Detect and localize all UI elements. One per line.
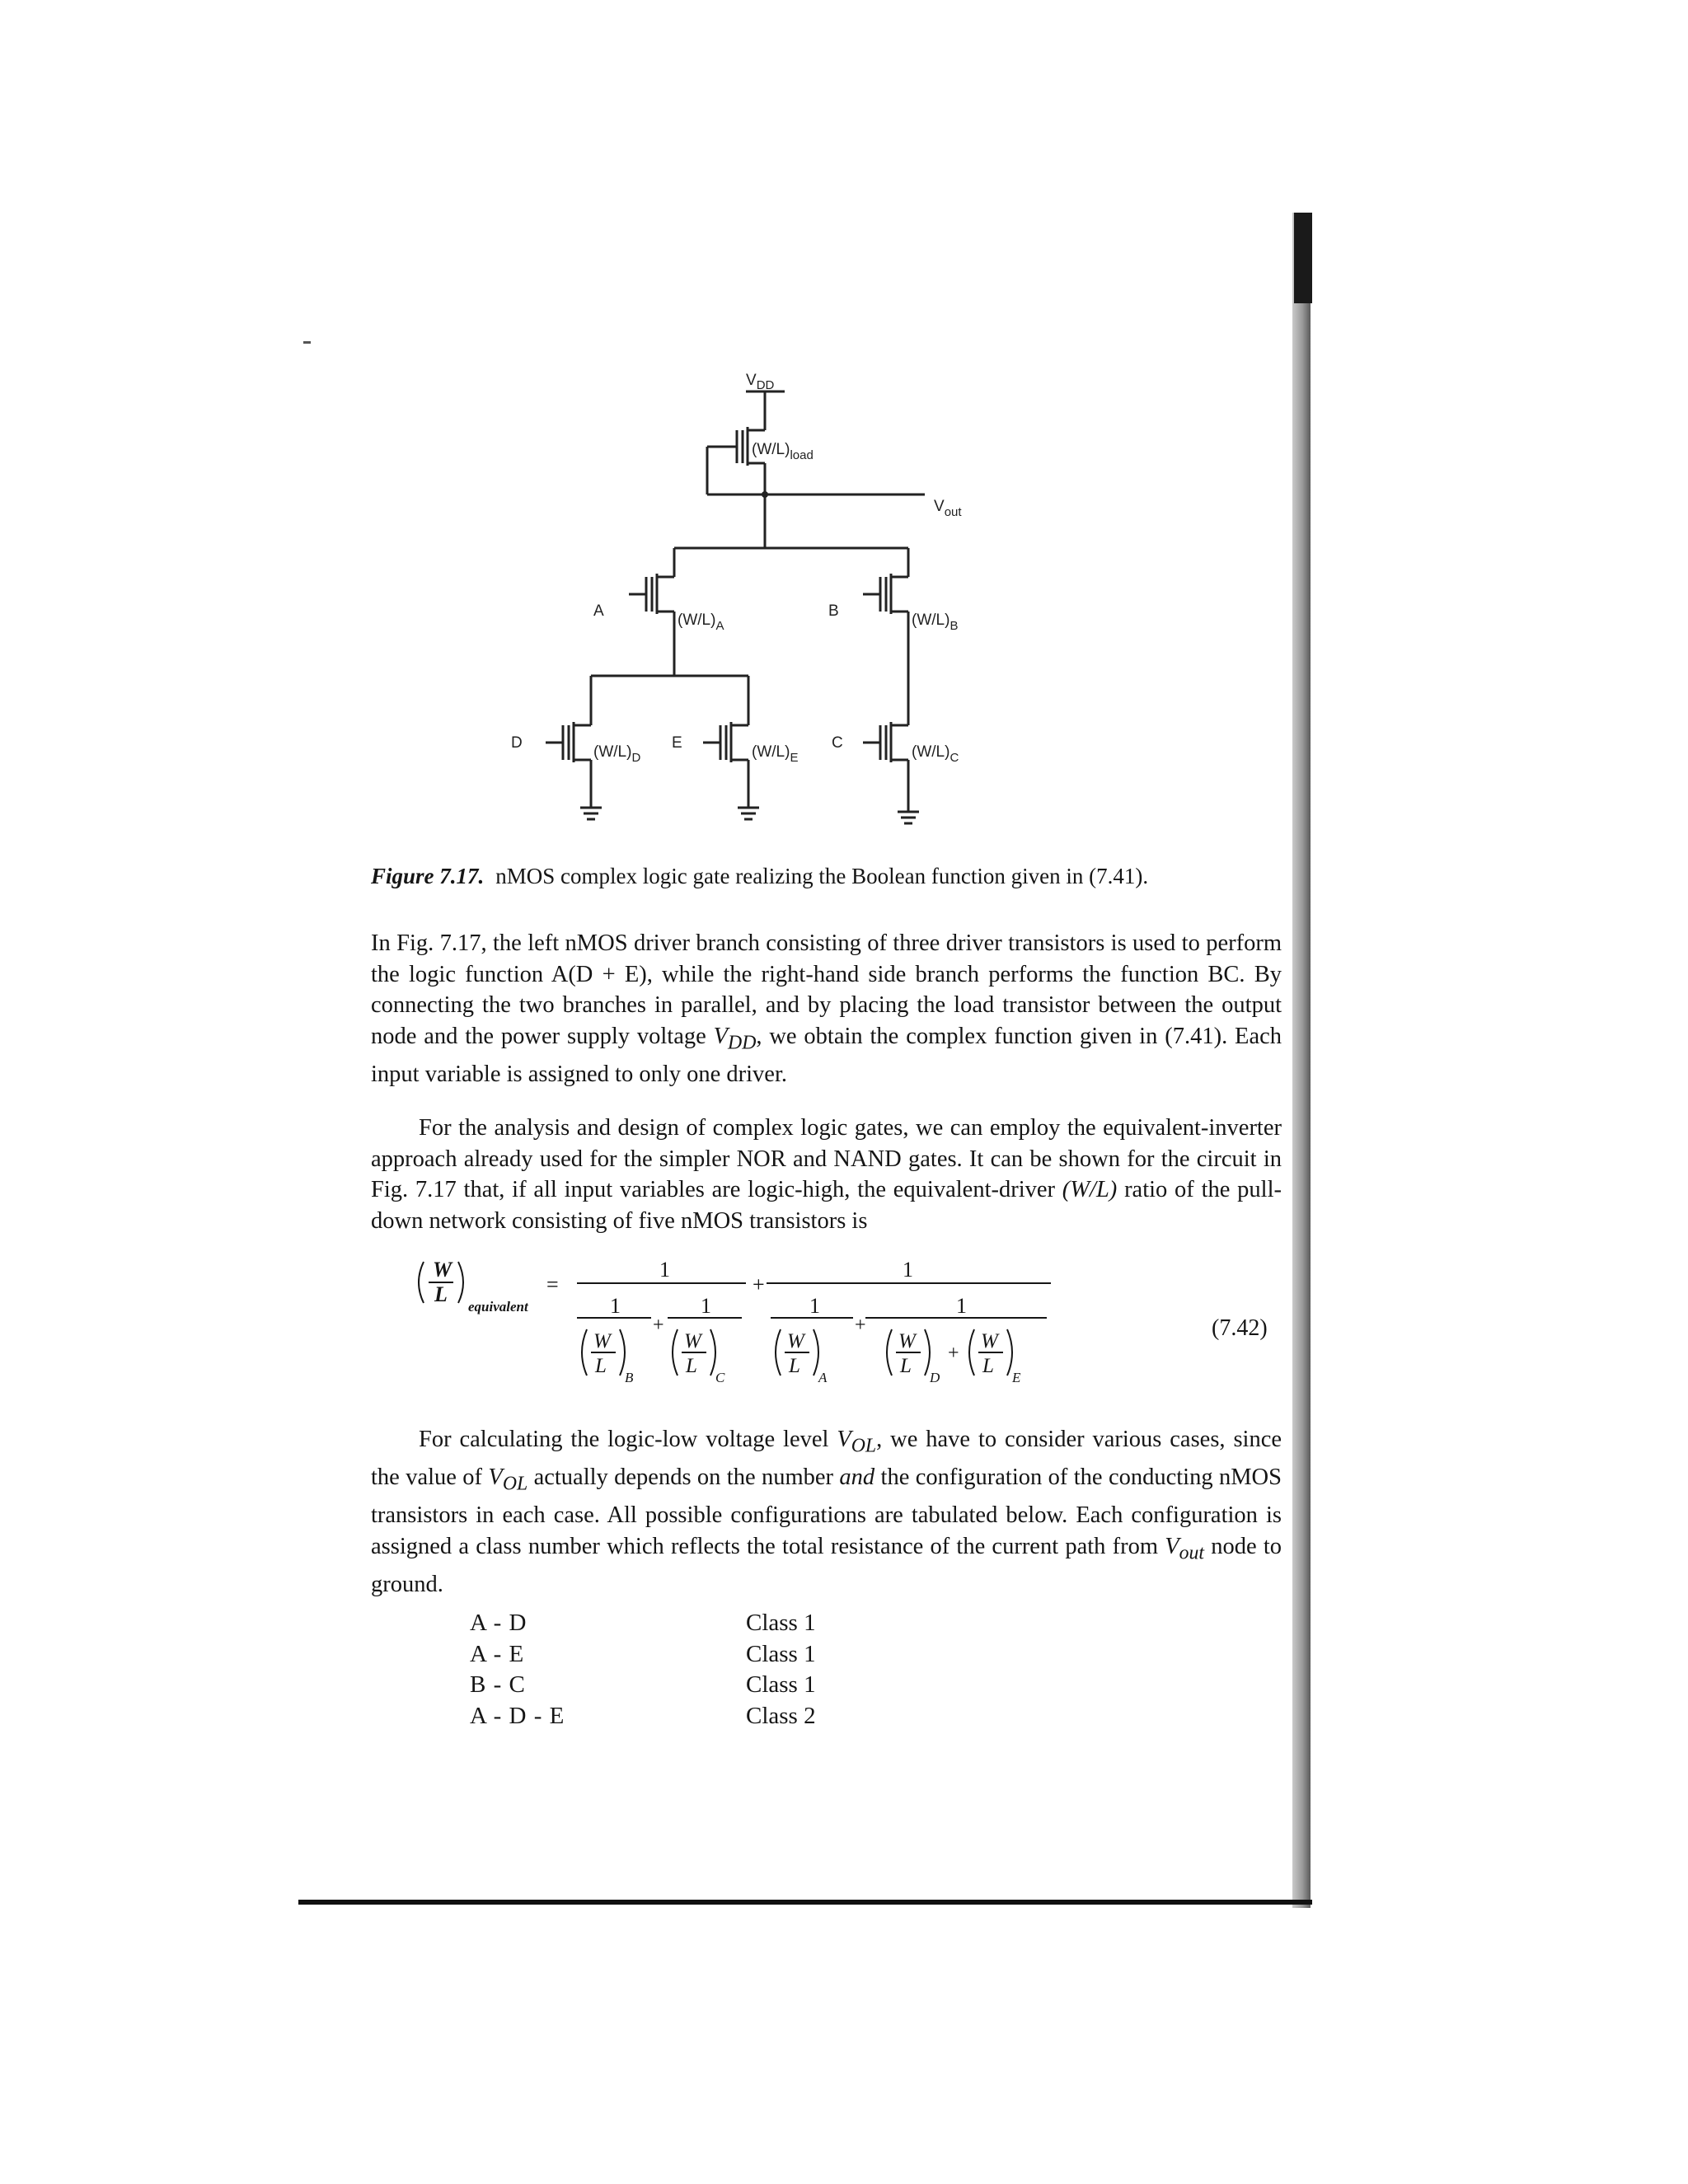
svg-text:1: 1 [701,1294,711,1318]
svg-text:D: D [930,1370,940,1385]
svg-text:1: 1 [903,1258,913,1282]
figure-caption-text: nMOS complex logic gate realizing the Boolean function given in (7.41). [495,864,1149,888]
path-cell: A - D - E [470,1702,565,1729]
page-edge-shadow [1292,213,1311,1908]
table-row [470,1641,816,1672]
path-cell: A - D [470,1610,528,1636]
svg-text:(W/L)C: $(W/L)_C$ [912,743,959,765]
path-cell: A - E [470,1640,525,1667]
svg-text:(W/L)E: $(W/L)_E$ [752,743,799,765]
svg-text:+: + [855,1315,866,1336]
svg-text:W: W [684,1330,701,1352]
svg-text:1: 1 [610,1294,621,1318]
class-cell: Class 1 [746,1640,816,1667]
svg-text:A: A [818,1370,828,1385]
svg-text:equivalent: equivalent [468,1299,528,1315]
class-cell: Class 2 [746,1702,816,1729]
paragraph-3: For calculating the logic-low voltage level $V_{OL}$, we have to consider various cases, since the value of $V_{OL}$ actually depends on the number and the configuration of the conducting nMOS transistors in each case. All possible configurations are tabulated below. Each configuration is assigned a class number which reflects the total resistance of the current path from $V_{out}$ node to ground. [371,1427,1282,1598]
equation-7-42 [412,1249,1071,1405]
path-cell: B - C [470,1671,526,1698]
svg-text:(W/L)D: $(W/L)_D$ [593,743,641,765]
svg-text:W: W [593,1330,611,1352]
figure-caption [371,864,1148,889]
svg-text:B: B [828,602,839,620]
svg-text:L: L [686,1355,697,1377]
svg-text:(W/L)B: $(W/L)_B$ [912,612,959,633]
configuration-class-table [470,1610,816,1733]
svg-text:W: W [787,1330,804,1352]
equation-number: (7.42) [1212,1315,1268,1341]
svg-text:L: L [900,1355,912,1377]
nmos-gate-schematic [495,363,1006,841]
paragraph-1: In Fig. 7.17, the left nMOS driver branch consisting of three driver transistors is used to perform the logic function A(D + E), while the right-hand side branch performs the function BC. By connecting the two branches in parallel, and by placing the load transistor between the output node and the power supply voltage $V_{DD}$, we obtain the complex function given in (7.41). Each input variable is assigned to only one driver. [371,930,1282,1087]
svg-text:1: 1 [809,1294,820,1318]
svg-text:A: A [593,602,604,620]
table-row [470,1610,816,1641]
svg-text:1: 1 [956,1294,967,1318]
svg-text:C: C [832,734,843,752]
svg-text:VDD: $V_{DD}$ [746,372,775,392]
svg-text:W: W [898,1330,916,1352]
svg-text:W: W [981,1330,998,1352]
svg-text:E: E [672,734,682,752]
svg-text:L: L [982,1355,994,1377]
svg-text:L: L [789,1355,800,1377]
svg-text:(W/L)load: $(W/L)_{load}$ [752,441,814,462]
svg-text:D: D [511,734,523,752]
svg-text:+: + [653,1315,664,1336]
svg-text:L: L [434,1282,448,1306]
svg-text:L: L [595,1355,607,1377]
table-row [470,1671,816,1703]
svg-text:C: C [715,1370,725,1385]
figure-label: Figure 7.17. [371,864,485,888]
svg-text:=: = [546,1272,559,1296]
svg-text:+: + [948,1343,959,1364]
table-row [470,1703,816,1734]
svg-text:E: E [1012,1370,1021,1385]
svg-text:(W/L)A: $(W/L)_A$ [678,612,724,633]
page-edge-dark [1294,213,1312,303]
svg-text:B: B [625,1370,634,1385]
stray-dash-mark [303,341,311,344]
svg-text:+: + [753,1272,765,1296]
svg-text:1: 1 [659,1258,670,1282]
paragraph-2: For the analysis and design of complex logic gates, we can employ the equivalent-inverter approach already used for the simpler NOR and NAND gates. It can be shown for the circuit in Fig. 7.17 that, if all input variables are logic-high, the equivalent-driver (W/L) ratio of the pull-down network consisting of five nMOS transistors is [371,1115,1282,1234]
bottom-rule [298,1900,1312,1905]
svg-text:Vout: $V_{out}$ [934,498,962,519]
svg-text:W: W [433,1258,452,1282]
class-cell: Class 1 [746,1610,816,1636]
class-cell: Class 1 [746,1671,816,1698]
